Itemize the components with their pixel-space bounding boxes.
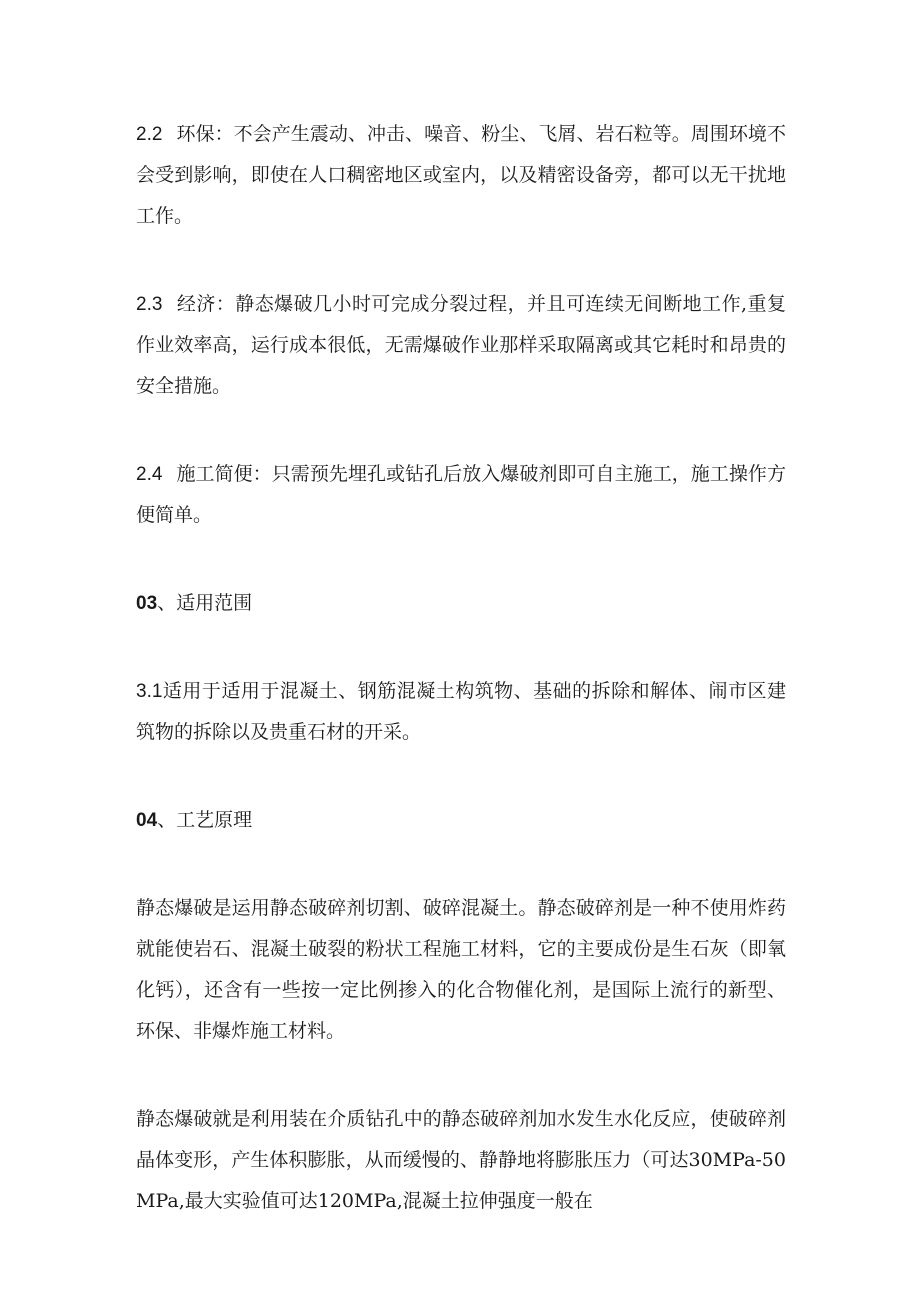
heading-number: 03 [136,593,158,614]
section-2-3 [136,284,786,407]
section-text: 经济：静态爆破几小时可完成分裂过程，并且可连续无间断地工作,重复作业效率高，运行成本很低，无需爆破作业那样采取隔离或其它耗时和昂贵的安全措施。 [136,293,786,397]
paragraph-text: 静态爆破就是利用装在介质钻孔中的静态破碎剂加水发生水化反应，使破碎剂晶体变形，产生体积膨胀，从而缓慢的、静静地将膨胀压力（可达30MPa-50MPa,最大实验值可达120MPa,混凝土拉伸强度一般在 [136,1108,786,1212]
heading-title: 、适用范围 [157,592,253,614]
principle-paragraph-2 [136,1099,786,1222]
section-text: 适用于适用于混凝土、钢筋混凝土构筑物、基础的拆除和解体、闹市区建筑物的拆除以及贵重石材的开采。 [136,680,786,743]
section-number: 2.4 [136,464,163,485]
section-number: 2.3 [136,294,163,315]
document-body [136,114,786,1269]
section-number: 2.2 [136,124,163,145]
section-3-1 [136,671,786,753]
heading-number: 04 [136,810,158,831]
section-2-2 [136,114,786,237]
section-number: 3.1 [136,681,163,702]
principle-paragraph-1 [136,888,786,1052]
section-text: 环保：不会产生震动、冲击、噪音、粉尘、飞屑、岩石粒等。周围环境不会受到影响，即使在人口稠密地区或室内，以及精密设备旁，都可以无干扰地工作。 [136,123,786,227]
heading-04 [136,800,786,841]
paragraph-text: 静态爆破是运用静态破碎剂切割、破碎混凝土。静态破碎剂是一种不使用炸药就能使岩石、混凝土破裂的粉状工程施工材料，它的主要成份是生石灰（即氧化钙），还含有一些按一定比例掺入的化合物催化剂，是国际上流行的新型、环保、非爆炸施工材料。 [136,897,786,1042]
section-text: 施工简便：只需预先埋孔或钻孔后放入爆破剂即可自主施工，施工操作方便简单。 [136,463,786,526]
section-2-4 [136,454,786,536]
heading-title: 、工艺原理 [157,809,253,831]
heading-03 [136,583,786,624]
